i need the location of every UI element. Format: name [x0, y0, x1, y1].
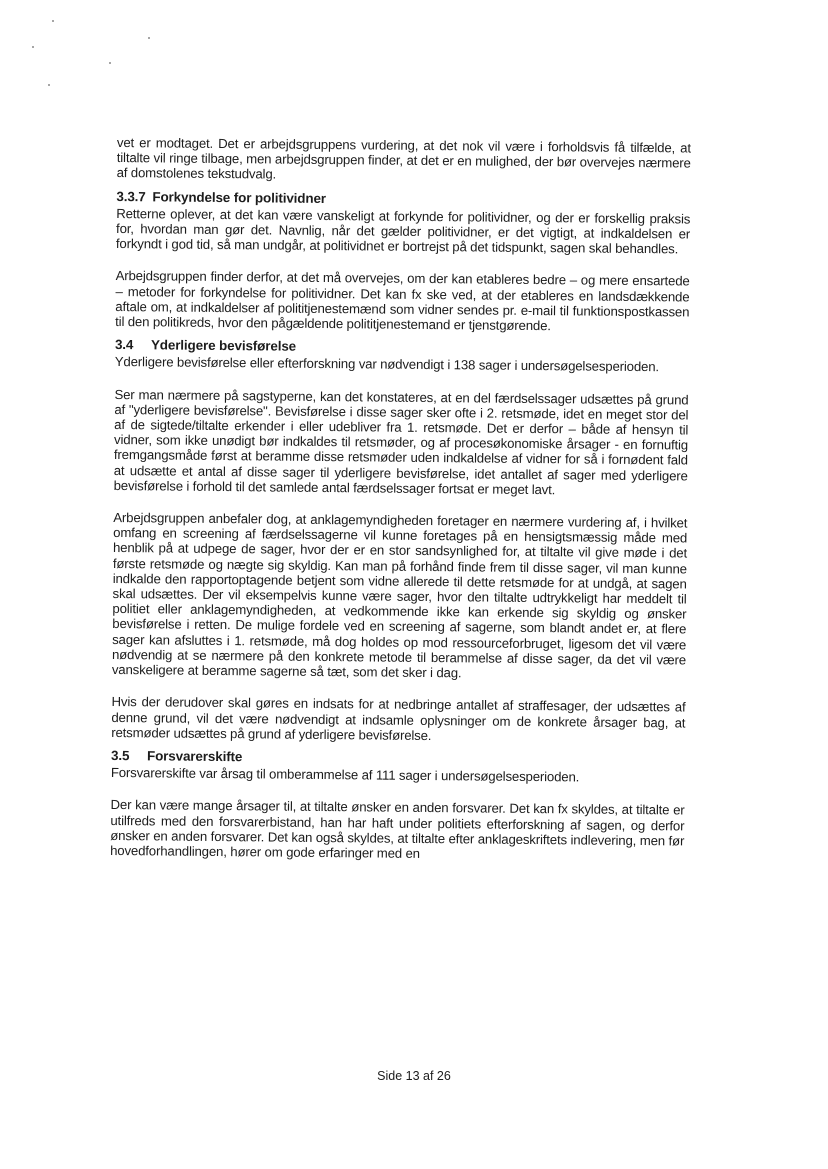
scan-speck	[148, 37, 150, 39]
paragraph: Forsvarerskifte var årsag til omberammelse af 111 sager i undersøgelsesperioden.	[110, 765, 580, 785]
scan-speck	[109, 62, 111, 64]
scan-speck	[52, 20, 54, 22]
section-number: 3.3.7	[116, 188, 146, 204]
document-body	[110, 135, 691, 881]
section-title: Yderligere bevisførelse	[150, 337, 297, 354]
paragraph: Arbejdsgruppen finder derfor, at det må overvejes, om der kan etableres bedre – og mere ensartede – metoder for forkyndelse for politividner. Det kan fx ske ved, at der etableres en landsdækkende aftale om, at indkaldelser af polititjenestemænd som vidner sendes pr. e-mail til funktionspostkassen til den politikreds, hvor den pågældende polititjenestemand er tjenstgørende.	[115, 268, 690, 334]
paragraph: Ser man nærmere på sagstyperne, kan det konstateres, at en del færdselssager udsættes på grund af "yderligere bevisførelse". Bevisførelse i disse sager sker ofte i 2. retsmøde, idet en meget stor del af de sigtede/tiltalte erkender i eller udebliver fra 1. retsmøde. Det er derfor – både af hensyn til vidner, som ikke unødigt bør indkaldes til retsmøder, og af procesøkonomiske årsager - en fornuftig fremgangsmåde først at beramme disse retsmøder uden indkaldelse af vidner for så i fornødent fald at udsætte et antal af disse sager til yderligere bevisførelse, idet antallet af sager med yderligere bevisførelse i forhold til det samlede antal færdselssager fortsat er meget lavt.	[113, 386, 689, 498]
page-number: Side 13 af 26	[377, 1069, 451, 1083]
scan-speck	[32, 46, 34, 48]
paragraph: vet er modtaget. Det er arbejdsgruppens vurdering, at det nok vil være i forholdsvis få tilfælde, at tiltalte vil ringe tilbage, men arbejdsgruppen finder, at det er en mulighed, der bør overvejes nærmere af domstolenes tekstudvalg.	[116, 135, 691, 182]
paragraph: Retterne oplever, at det kan være vanskeligt at forkynde for politividner, og der er forskellig praksis for, hvordan man gør det. Navnlig, når det gælder politividner, er det vigtigt, at indkaldelsen er forkyndt i god tid, så man undgår, at politividnet er bortrejst på det tidspunkt, sagen skal behandles.	[115, 205, 691, 257]
section-number: 3.4	[114, 337, 134, 353]
section-title: Forsvarerskifte	[146, 748, 243, 765]
paragraph: Arbejdsgruppen anbefaler dog, at anklagemyndigheden foretager en nærmere vurdering af, i hvilket omfang en screening af færdselssagerne vil kunne foretages på en hensigtsmæssig måde med henblik på at udpege de sager, hvor der er en stor sandsynlighed for, at tiltalte vil give møde i det første retsmøde og nægte sig skyldig. Kan man på forhånd finde frem til disse sager, vil man kunne indkalde den rapportoptagende betjent som vidne allerede til dette retsmøde for at undgå, at sagen skal udsættes. Der vil eksempelvis kunne være sager, hvor den tiltalte udtrykkeligt har meddelt til politiet eller anklagemyndigheden, at vedkommende ikke kan erkende sig skyldig og ønsker bevisførelse i retten. De mulige fordele ved en screening af sagerne, som blandt andet er, at flere sager kan afsluttes i 1. retsmøde, må dog holdes op mod ressourceforbruget, ligesom det vil være nødvendig at se nærmere på den konkrete metode til berammelse af disse sager, da det vil være vanskeligere at beramme sagerne så tæt, som det sker i dag.	[111, 510, 688, 681]
paragraph: Hvis der derudover skal gøres en indsats for at nedbringe antallet af straffesager, der udsættes af denne grund, vil det være nødvendigt at indsamle oplysninger om de konkrete årsager bag, at retsmøder udsættes på grund af yderligere bevisførelse.	[111, 694, 686, 743]
section-number: 3.5	[110, 747, 130, 764]
section-title: Forkyndelse for politividner	[152, 188, 327, 206]
scan-speck	[48, 84, 50, 86]
paragraph: Der kan være mange årsager til, at tiltalte ønsker en anden forsvarer. Det kan fx skyldes, at tiltalte er utilfreds med den forsvarerbistand, han har haft under politiets efterforskning af sagen, og derfor ønsker en anden forsvarer. Det kan også skyldes, at tiltalte efter anklageskriftets indlevering, men før hovedforhandlingen, hører om gode erfaringer med en	[110, 797, 685, 861]
paragraph: Yderligere bevisførelse eller efterforskning var nødvendigt i 138 sager i undersøgelsesperioden.	[114, 354, 660, 375]
